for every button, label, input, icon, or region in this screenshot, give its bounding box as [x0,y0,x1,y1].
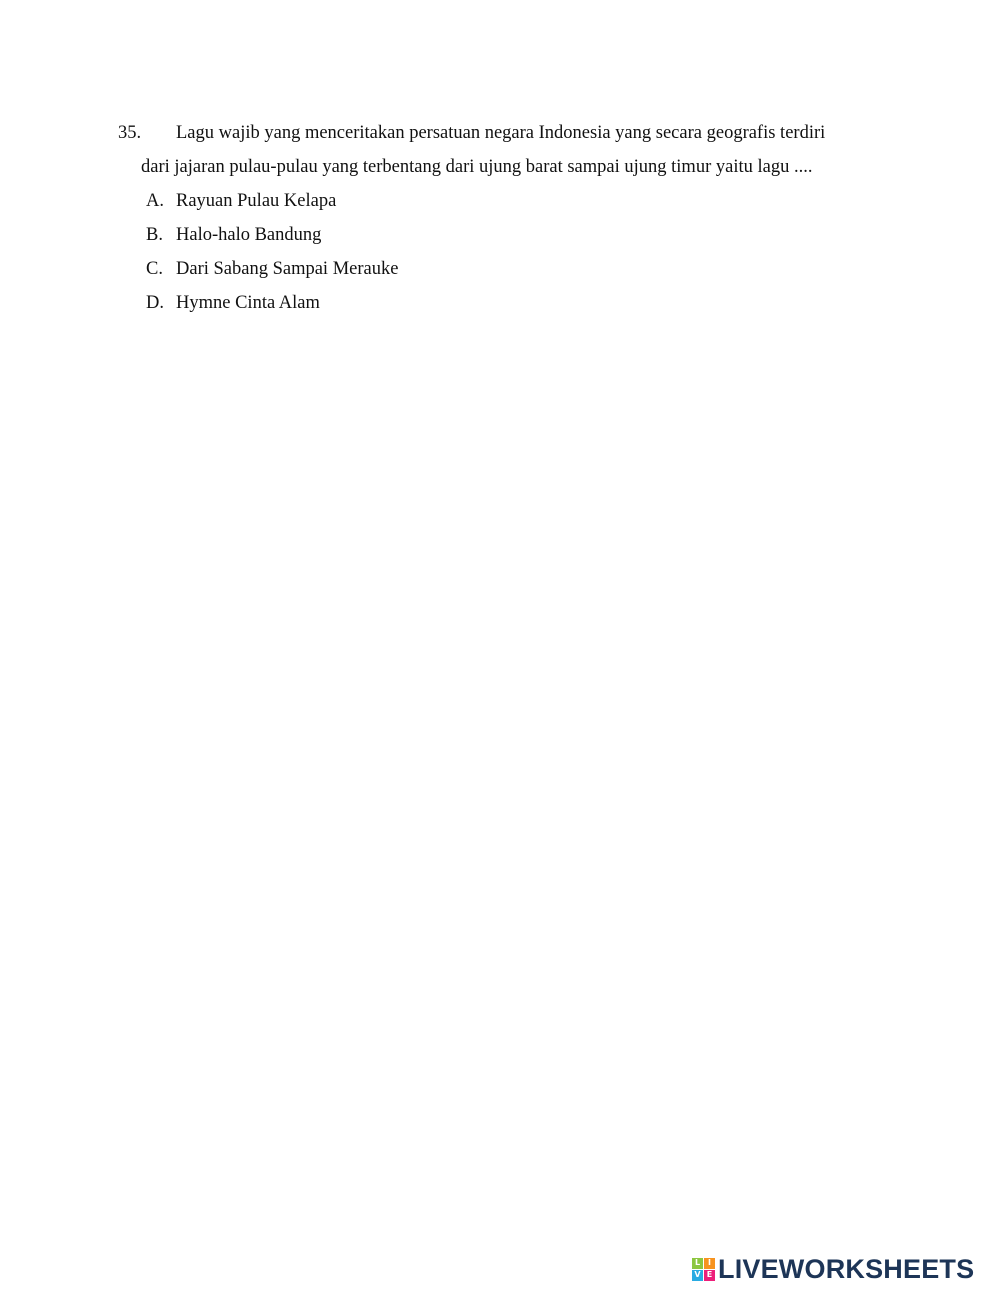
liveworksheets-logo [692,1252,974,1286]
option-d[interactable] [118,286,878,320]
option-letter: C. [146,259,163,279]
logo-mark-cell: I [704,1258,715,1269]
option-a[interactable] [118,184,878,218]
option-text: Hymne Cinta Alam [176,293,320,313]
logo-mark-cell: V [692,1270,703,1281]
question-first-line [118,116,878,150]
option-text: Dari Sabang Sampai Merauke [176,259,399,279]
option-b[interactable] [118,218,878,252]
logo-mark-cell: L [692,1258,703,1269]
option-text: Rayuan Pulau Kelapa [176,191,337,211]
logo-wordmark: LIVEWORKSHEETS [718,1253,975,1284]
question-text-line2: dari jajaran pulau-pulau yang terbentang dari ujung barat sampai ujung timur yaitu lagu .... [141,157,813,177]
logo-mark-cell: E [704,1270,715,1281]
option-text: Halo-halo Bandung [176,225,322,245]
question-number: 35. [118,123,142,143]
question-block [118,116,878,320]
option-letter: D. [146,293,164,313]
logo-mark-icon [692,1258,715,1281]
option-c[interactable] [118,252,878,286]
question-text-line1: Lagu wajib yang menceritakan persatuan negara Indonesia yang secara geografis terdiri [176,123,826,143]
option-letter: B. [146,225,163,245]
answer-options [118,184,878,320]
option-letter: A. [146,191,164,211]
